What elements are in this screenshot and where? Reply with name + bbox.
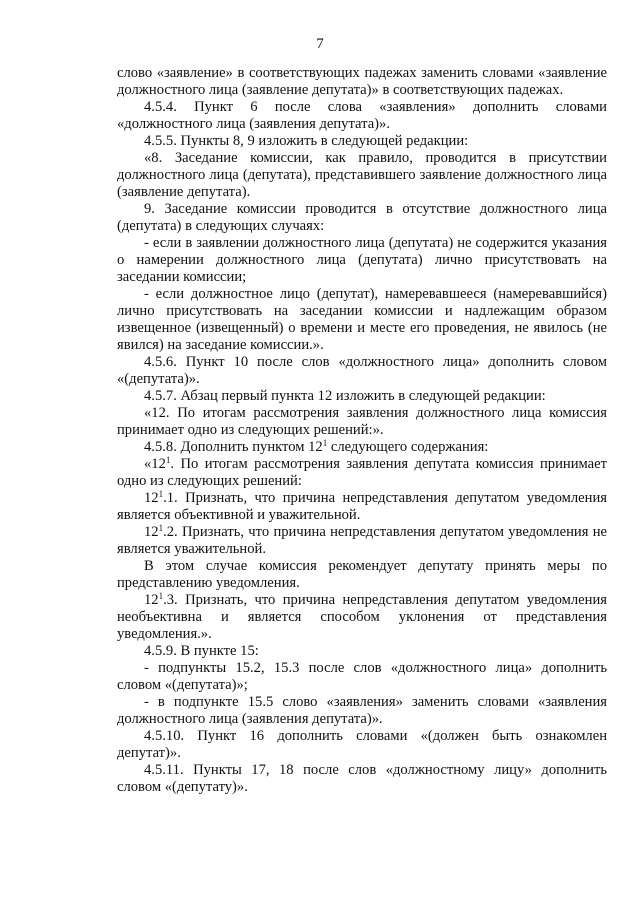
paragraph-p13 xyxy=(117,490,607,524)
paragraph-p14-post: .2. Признать, что причина непредставления депутатом уведомления не является уважительной. xyxy=(117,524,607,557)
paragraph-p15: В этом случае комиссия рекомендует депутату принять меры по представлению уведомления. xyxy=(117,558,607,591)
paragraph-p18: - подпункты 15.2, 15.3 после слов «должностного лица» дополнить словом «(депутата)»; xyxy=(117,660,607,693)
paragraph-p5: 9. Заседание комиссии проводится в отсутствие должностного лица (депутата) в следующих случаях: xyxy=(117,201,607,234)
paragraph-p13-pre: 12 xyxy=(144,490,159,506)
paragraph-p21: 4.5.11. Пункты 17, 18 после слов «должностному лицу» дополнить словом «(депутату)». xyxy=(117,762,607,795)
paragraph-p12-post: . По итогам рассмотрения заявления депутата комиссия принимает одно из следующих решений: xyxy=(117,456,607,489)
paragraph-p3: 4.5.5. Пункты 8, 9 изложить в следующей редакции: xyxy=(144,133,469,149)
paragraph-p12-sup: 1 xyxy=(165,455,171,465)
paragraph-p12 xyxy=(117,456,607,490)
paragraph-p14-sup: 1 xyxy=(158,523,164,533)
paragraph-p16-post: .3. Признать, что причина непредставления депутатом уведомления необъективна и является способом уклонения от представления уведомления.». xyxy=(117,592,607,642)
paragraph-p6: - если в заявлении должностного лица (депутата) не содержится указания о намерении должностного лица (депутата) лично присутствовать на заседании комиссии; xyxy=(117,235,607,285)
paragraph-p12-pre: «12 xyxy=(144,456,166,472)
paragraph-p13-post: .1. Признать, что причина непредставления депутатом уведомления является объективной и уважительной. xyxy=(117,490,607,523)
paragraph-p11 xyxy=(117,439,607,456)
page-number: 7 xyxy=(316,36,324,52)
paragraph-p2: 4.5.4. Пункт 6 после слова «заявления» дополнить словами «должностного лица (заявления депутата)». xyxy=(117,99,607,132)
paragraph-p11-sup: 1 xyxy=(322,438,328,448)
paragraph-p11-post: следующего содержания: xyxy=(327,439,489,455)
paragraph-p14 xyxy=(117,524,607,558)
paragraph-p7: - если должностное лицо (депутат), намеревавшееся (намеревавшийся) лично присутствовать на заседании комиссии и надлежащим образом извещенное (извещенный) о времени и месте его проведения, не явилось (не явился) на заседание комиссии.». xyxy=(117,286,607,353)
paragraph-p16 xyxy=(117,592,607,643)
paragraph-p17: 4.5.9. В пункте 15: xyxy=(144,643,259,659)
paragraph-p19: - в подпункте 15.5 слово «заявления» заменить словами «заявления должностного лица (заявления депутата)». xyxy=(117,694,607,727)
paragraph-p8: 4.5.6. Пункт 10 после слов «должностного лица» дополнить словом «(депутата)». xyxy=(117,354,607,387)
document-body xyxy=(117,65,607,796)
paragraph-p16-pre: 12 xyxy=(144,592,159,608)
paragraph-p1: слово «заявление» в соответствующих падежах заменить словами «заявление должностного лица (заявление депутата)» в соответствующих падежах. xyxy=(117,65,607,98)
paragraph-p13-sup: 1 xyxy=(158,489,164,499)
paragraph-p20: 4.5.10. Пункт 16 дополнить словами «(должен быть ознакомлен депутат)». xyxy=(117,728,607,761)
paragraph-p11-pre: 4.5.8. Дополнить пунктом 12 xyxy=(144,439,323,455)
paragraph-p10: «12. По итогам рассмотрения заявления должностного лица комиссия принимает одно из следующих решений:». xyxy=(117,405,607,438)
paragraph-p9: 4.5.7. Абзац первый пункта 12 изложить в следующей редакции: xyxy=(144,388,546,404)
paragraph-p14-pre: 12 xyxy=(144,524,159,540)
paragraph-p4: «8. Заседание комиссии, как правило, проводится в присутствии должностного лица (депутата), представившего заявление должностного лица (заявление депутата). xyxy=(117,150,607,200)
paragraph-p16-sup: 1 xyxy=(158,591,164,601)
